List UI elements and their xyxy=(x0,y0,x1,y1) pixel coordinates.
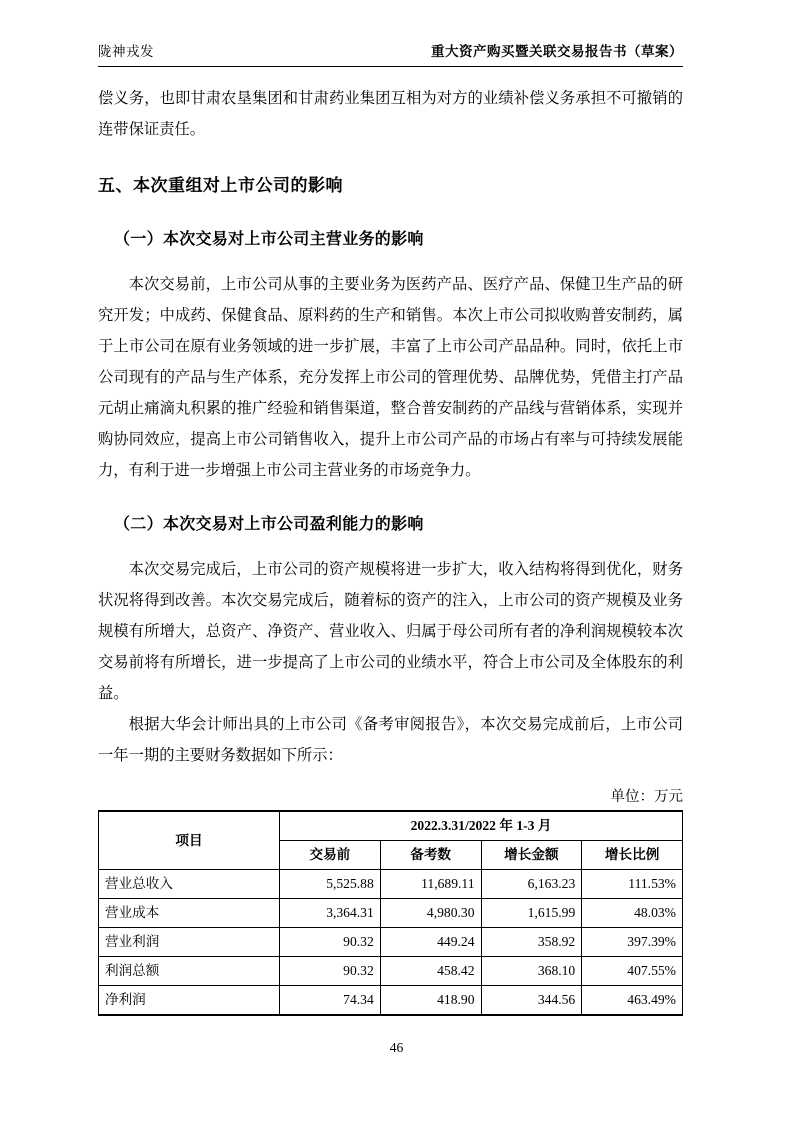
running-header xyxy=(98,40,683,66)
paragraph-continued: 偿义务，也即甘肃农垦集团和甘肃药业集团互相为对方的业绩补偿义务承担不可撤销的连带保证责任。 xyxy=(98,90,683,138)
table-unit-label: 单位：万元 xyxy=(610,789,683,805)
header-divider xyxy=(98,66,683,67)
row-value: 344.56 xyxy=(481,986,582,1016)
page-number: 46 xyxy=(389,1040,404,1055)
row-value: 463.49% xyxy=(582,986,683,1016)
row-value: 5,525.88 xyxy=(280,870,381,899)
table-header-period: 2022.3.31/2022 年 1-3 月 xyxy=(280,811,683,841)
row-value: 90.32 xyxy=(280,957,381,986)
table-header-col-0: 交易前 xyxy=(280,841,381,870)
table-header-col-1: 备考数 xyxy=(380,841,481,870)
row-label: 营业总收入 xyxy=(99,870,280,899)
financial-data-table xyxy=(98,810,683,1016)
table-row xyxy=(99,899,683,928)
row-value: 407.55% xyxy=(582,957,683,986)
table-row xyxy=(99,957,683,986)
row-value: 6,163.23 xyxy=(481,870,582,899)
row-value: 48.03% xyxy=(582,899,683,928)
row-value: 1,615.99 xyxy=(481,899,582,928)
table-header-item: 项目 xyxy=(99,811,280,870)
page-content xyxy=(98,40,683,1016)
paragraph-proforma-report: 根据大华会计师出具的上市公司《备考审阅报告》，本次交易完成前后，上市公司一年一期的主要财务数据如下所示： xyxy=(98,716,683,764)
table-row xyxy=(99,986,683,1016)
row-label: 净利润 xyxy=(99,986,280,1016)
row-value: 11,689.11 xyxy=(380,870,481,899)
header-document-title: 重大资产购买暨关联交易报告书（草案） xyxy=(431,44,683,59)
paragraph-profitability-impact: 本次交易完成后，上市公司的资产规模将进一步扩大，收入结构将得到优化，财务状况将得到改善。本次交易完成后，随着标的资产的注入，上市公司的资产规模及业务规模有所增大，总资产、净资产、营业收入、归属于母公司所有者的净利润规模较本次交易前将有所增长，进一步提高了上市公司的业绩水平，符合上市公司及全体股东的利益。 xyxy=(98,561,683,702)
table-row xyxy=(99,870,683,899)
row-label: 利润总额 xyxy=(99,957,280,986)
subsection-heading-two: （二）本次交易对上市公司盈利能力的影响 xyxy=(114,516,424,533)
row-value: 358.92 xyxy=(481,928,582,957)
table-header-col-3: 增长比例 xyxy=(582,841,683,870)
row-value: 4,980.30 xyxy=(380,899,481,928)
row-label: 营业成本 xyxy=(99,899,280,928)
row-value: 397.39% xyxy=(582,928,683,957)
table-row xyxy=(99,928,683,957)
row-value: 449.24 xyxy=(380,928,481,957)
row-value: 418.90 xyxy=(380,986,481,1016)
row-value: 111.53% xyxy=(582,870,683,899)
row-label: 营业利润 xyxy=(99,928,280,957)
row-value: 74.34 xyxy=(280,986,381,1016)
paragraph-main-business-impact: 本次交易前，上市公司从事的主要业务为医药产品、医疗产品、保健卫生产品的研究开发；中成药、保健食品、原料药的生产和销售。本次上市公司拟收购普安制药，属于上市公司在原有业务领域的进一步扩展，丰富了上市公司产品品种。同时，依托上市公司现有的产品与生产体系，充分发挥上市公司的管理优势、品牌优势，凭借主打产品元胡止痛滴丸积累的推广经验和销售渠道，整合普安制药的产品线与营销体系，实现并购协同效应，提高上市公司销售收入，提升上市公司产品的市场占有率与可持续发展能力，有利于进一步增强上市公司主营业务的市场竞争力。 xyxy=(98,276,683,479)
row-value: 368.10 xyxy=(481,957,582,986)
section-heading-five: 五、本次重组对上市公司的影响 xyxy=(98,176,343,195)
row-value: 90.32 xyxy=(280,928,381,957)
subsection-heading-one: （一）本次交易对上市公司主营业务的影响 xyxy=(114,231,424,248)
row-value: 458.42 xyxy=(380,957,481,986)
table-header-col-2: 增长金额 xyxy=(481,841,582,870)
table-header-row-1 xyxy=(99,811,683,841)
header-company-name: 陇神戎发 xyxy=(98,44,154,59)
row-value: 3,364.31 xyxy=(280,899,381,928)
